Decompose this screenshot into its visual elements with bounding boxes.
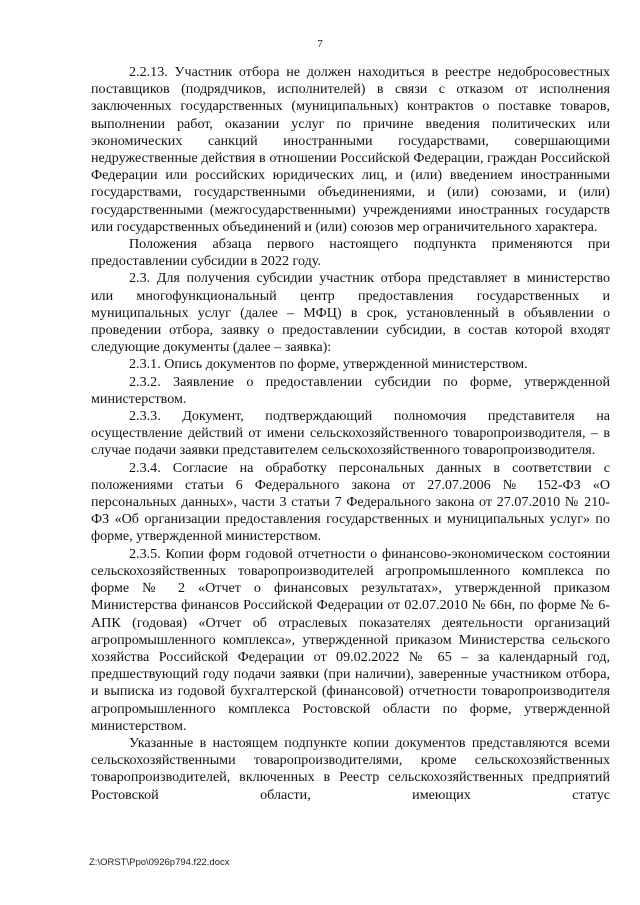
paragraph-2-3-1: 2.3.1. Опись документов по форме, утвержденной министерством. xyxy=(129,356,528,373)
paragraph-copies-note: Указанные в настоящем подпункте копии документов представляются всеми сельскохозяйственными товаропроизводителями, кроме сельскохозяйственных товаропроизводителей, включенных в Реестр сельскохозяйственных предприятий Ростовской области, имеющих статус xyxy=(91,734,610,803)
footer-file-path: Z:\ORST\Ppo\0926p794.f22.docx xyxy=(89,857,230,868)
paragraph-2-3: 2.3. Для получения субсидии участник отбора представляет в министерство или многофункциональный центр предоставления государственных и муниципальных услуг (далее – МФЦ) в срок, установленный в объявлении о проведении отбора, заявку о предоставлении субсидии, в состав которой входят следующие документы (далее – заявка): xyxy=(91,270,610,356)
document-body xyxy=(91,64,610,804)
paragraph-2-3-2: 2.3.2. Заявление о предоставлении субсидии по форме, утвержденной министерством. xyxy=(91,373,610,407)
page-number: 7 xyxy=(317,38,323,50)
paragraph-2-3-4: 2.3.4. Согласие на обработку персональных данных в соответствии с положениями статьи 6 Федерального закона от 27.07.2006 № 152-ФЗ «О персональных данных», части 3 статьи 7 Федерального закона от 27.07.2010 № 210-ФЗ «Об организации предоставления государственных и муниципальных услуг» по форме, утвержденной министерством. xyxy=(91,459,610,545)
paragraph-2-3-3: 2.3.3. Документ, подтверждающий полномочия представителя на осуществление действий от имени сельскохозяйственного товаропроизводителя, – в случае подачи заявки представителем сельскохозяйственного товаропроизводителя. xyxy=(91,408,610,459)
paragraph-2-2-13: 2.2.13. Участник отбора не должен находиться в реестре недобросовестных поставщиков (подрядчиков, исполнителей) в связи с отказом от исполнения заключенных государственных (муниципальных) контрактов о поставке товаров, выполнении работ, оказании услуг по причине введения политических или экономических санкций иностранными государствами, совершающими недружественные действия в отношении Российской Федерации, граждан Российской Федерации или российских юридических лиц, и (или) введением иностранными государствами, государственными объединениями, и (или) союзами, и (или) государственными (межгосударственными) учреждениями иностранных государств или государственных объединений и (или) союзов мер ограничительного характера. xyxy=(91,64,610,235)
paragraph-2022-note: Положения абзаца первого настоящего подпункта применяются при предоставлении субсидии в 2022 году. xyxy=(91,236,610,270)
paragraph-2-3-5: 2.3.5. Копии форм годовой отчетности о финансово-экономическом состоянии сельскохозяйственных товаропроизводителей агропромышленного комплекса по форме № 2 «Отчет о финансовых результатах», утвержденной приказом Министерства финансов Российской Федерации от 02.07.2010 № 66н, по форме № 6-АПК (годовая) «Отчет об отраслевых показателях деятельности организаций агропромышленного комплекса», утвержденной приказом Министерства сельского хозяйства Российской Федерации от 09.02.2022 № 65 – за календарный год, предшествующий году подачи заявки (при наличии), заверенные участником отбора, и выписка из годовой бухгалтерской (финансовой) отчетности товаропроизводителя агропромышленного комплекса Ростовской области по форме, утвержденной министерством. xyxy=(91,545,610,734)
